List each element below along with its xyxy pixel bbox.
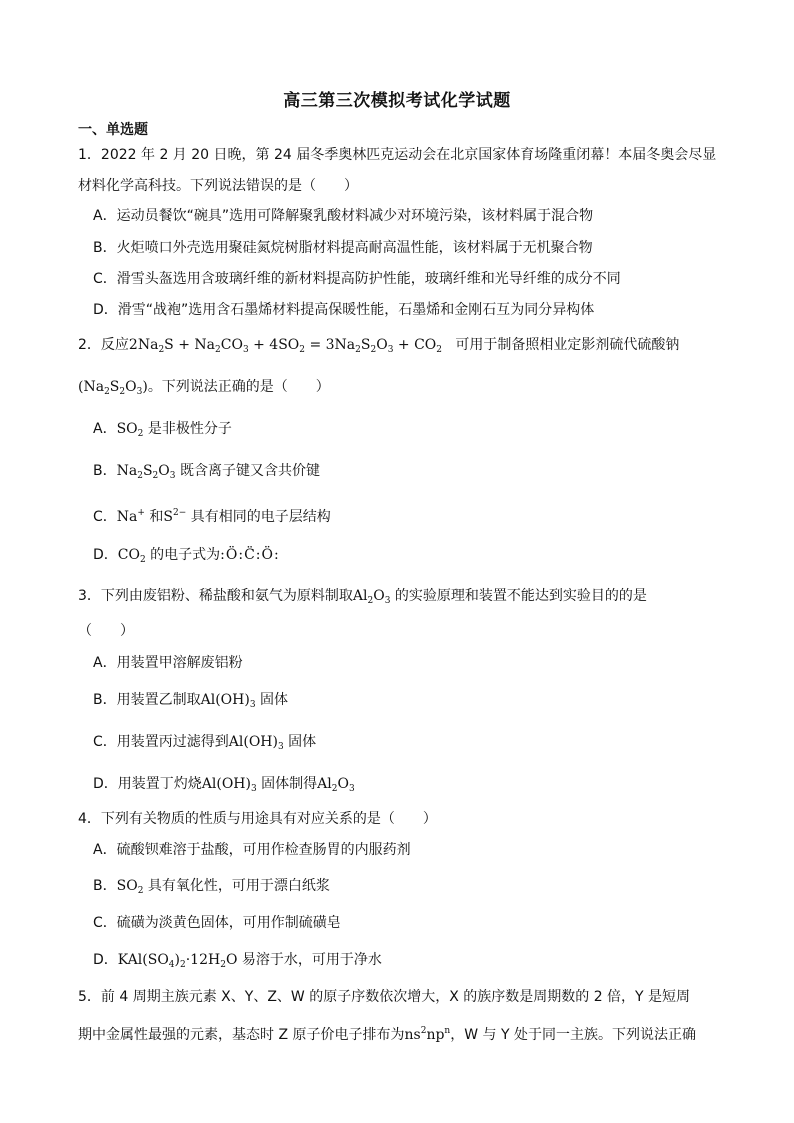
question-2-line-1: 2．反应$2Na_2S + Na_2CO_3 + 4SO_2 = 3Na_2S_2O_3 + CO_2$ 可用于制备照相业定影剂硫代硫酸钠 [78,337,680,355]
question-1-option-d[interactable]: D．滑雪“战袍”选用含石墨烯材料提高保暖性能，石墨烯和金刚石互为同分异构体 [93,302,595,318]
reaction-equation: $2Na_2S + Na_2CO_3 + 4SO_2 = 3Na_2S_2O_3 + CO_2$ [128,337,442,355]
question-2-line-2: $(Na_2S_2O_3)$。下列说法正确的是（ ） [78,379,330,397]
page-title: 高三第三次模拟考试化学试题 [283,91,511,111]
question-4-option-c[interactable]: C．硫磺为淡黄色固体，可用作制硫磺皂 [93,915,341,931]
question-3-option-d[interactable]: D．用装置丁灼烧$Al(OH)_3$ 固体制得$Al_2O_3$ [93,776,355,794]
question-1-option-c[interactable]: C．滑雪头盔选用含玻璃纤维的新材料提高防护性能，玻璃纤维和光导纤维的成分不同 [93,271,621,287]
question-3-option-b[interactable]: B．用装置乙制取$Al(OH)_3$ 固体 [93,692,288,710]
section-heading: 一、单选题 [78,122,148,138]
question-1-line-1 [78,145,716,165]
electron-formula: :Ö:C̈:Ö: [220,547,280,563]
question-3-line-2: （ ） [78,623,134,639]
question-number: 1． [78,147,101,163]
question-3-option-c[interactable]: C．用装置丙过滤得到$Al(OH)_3$ 固体 [93,734,317,752]
question-text: 2022 年 2 月 20 日晚，第 24 届冬季奥林匹克运动会在北京国家体育场隆重闭幕！本届冬奥会尽显 [100,147,717,163]
question-5-line-2: 期中金属性最强的元素，基态时 Z 原子价电子排布为$ns^2np^n$，W 与 Y 处于同一主族。下列说法正确 [78,1026,696,1043]
question-1-option-b[interactable]: B．火炬喷口外壳选用聚硅氮烷树脂材料提高耐高温性能，该材料属于无机聚合物 [93,240,593,256]
question-3-option-a[interactable]: A．用装置甲溶解废铝粉 [93,655,243,671]
formula-na2s2o3: $(Na_2S_2O_3)$ [78,379,148,397]
question-4-option-b[interactable]: B．$SO_2$ 具有氧化性，可用于漂白纸浆 [93,878,330,896]
question-3-line-1: 3．下列由废铝粉、稀盐酸和氨气为原料制取$Al_2O_3$ 的实验原理和装置不能达到实验目的的是 [78,588,647,606]
question-4-option-a[interactable]: A．硫酸钡难溶于盐酸，可用作检查肠胃的内服药剂 [93,842,411,858]
question-2-option-d[interactable]: D．$CO_2$ 的电子式为:Ö:C̈:Ö: [93,547,280,565]
question-1-option-a[interactable]: A．运动员餐饮“碗具”选用可降解聚乳酸材料减少对环境污染，该材料属于混合物 [93,208,594,224]
question-2-option-c[interactable]: C．Na+ 和$S^{2-}$ 具有相同的电子层结构 [93,508,331,525]
question-5-line-1: 5．前 4 周期主族元素 X、Y、Z、W 的原子序数依次增大，X 的族序数是周期数的 2 倍，Y 是短周 [78,989,691,1005]
question-4-option-d[interactable]: D．$KAl(SO_4)_2\cdot 12H_2O$ 易溶于水，可用于净水 [93,952,382,970]
question-2-option-a[interactable]: A．$SO_2$ 是非极性分子 [93,421,232,439]
question-4-line-1: 4．下列有关物质的性质与用途具有对应关系的是（ ） [78,811,437,827]
question-2-option-b[interactable]: B．$Na_2S_2O_3$ 既含离子键又含共价键 [93,463,320,481]
question-1-line-2: 材料化学高科技。下列说法错误的是（ ） [78,178,358,194]
